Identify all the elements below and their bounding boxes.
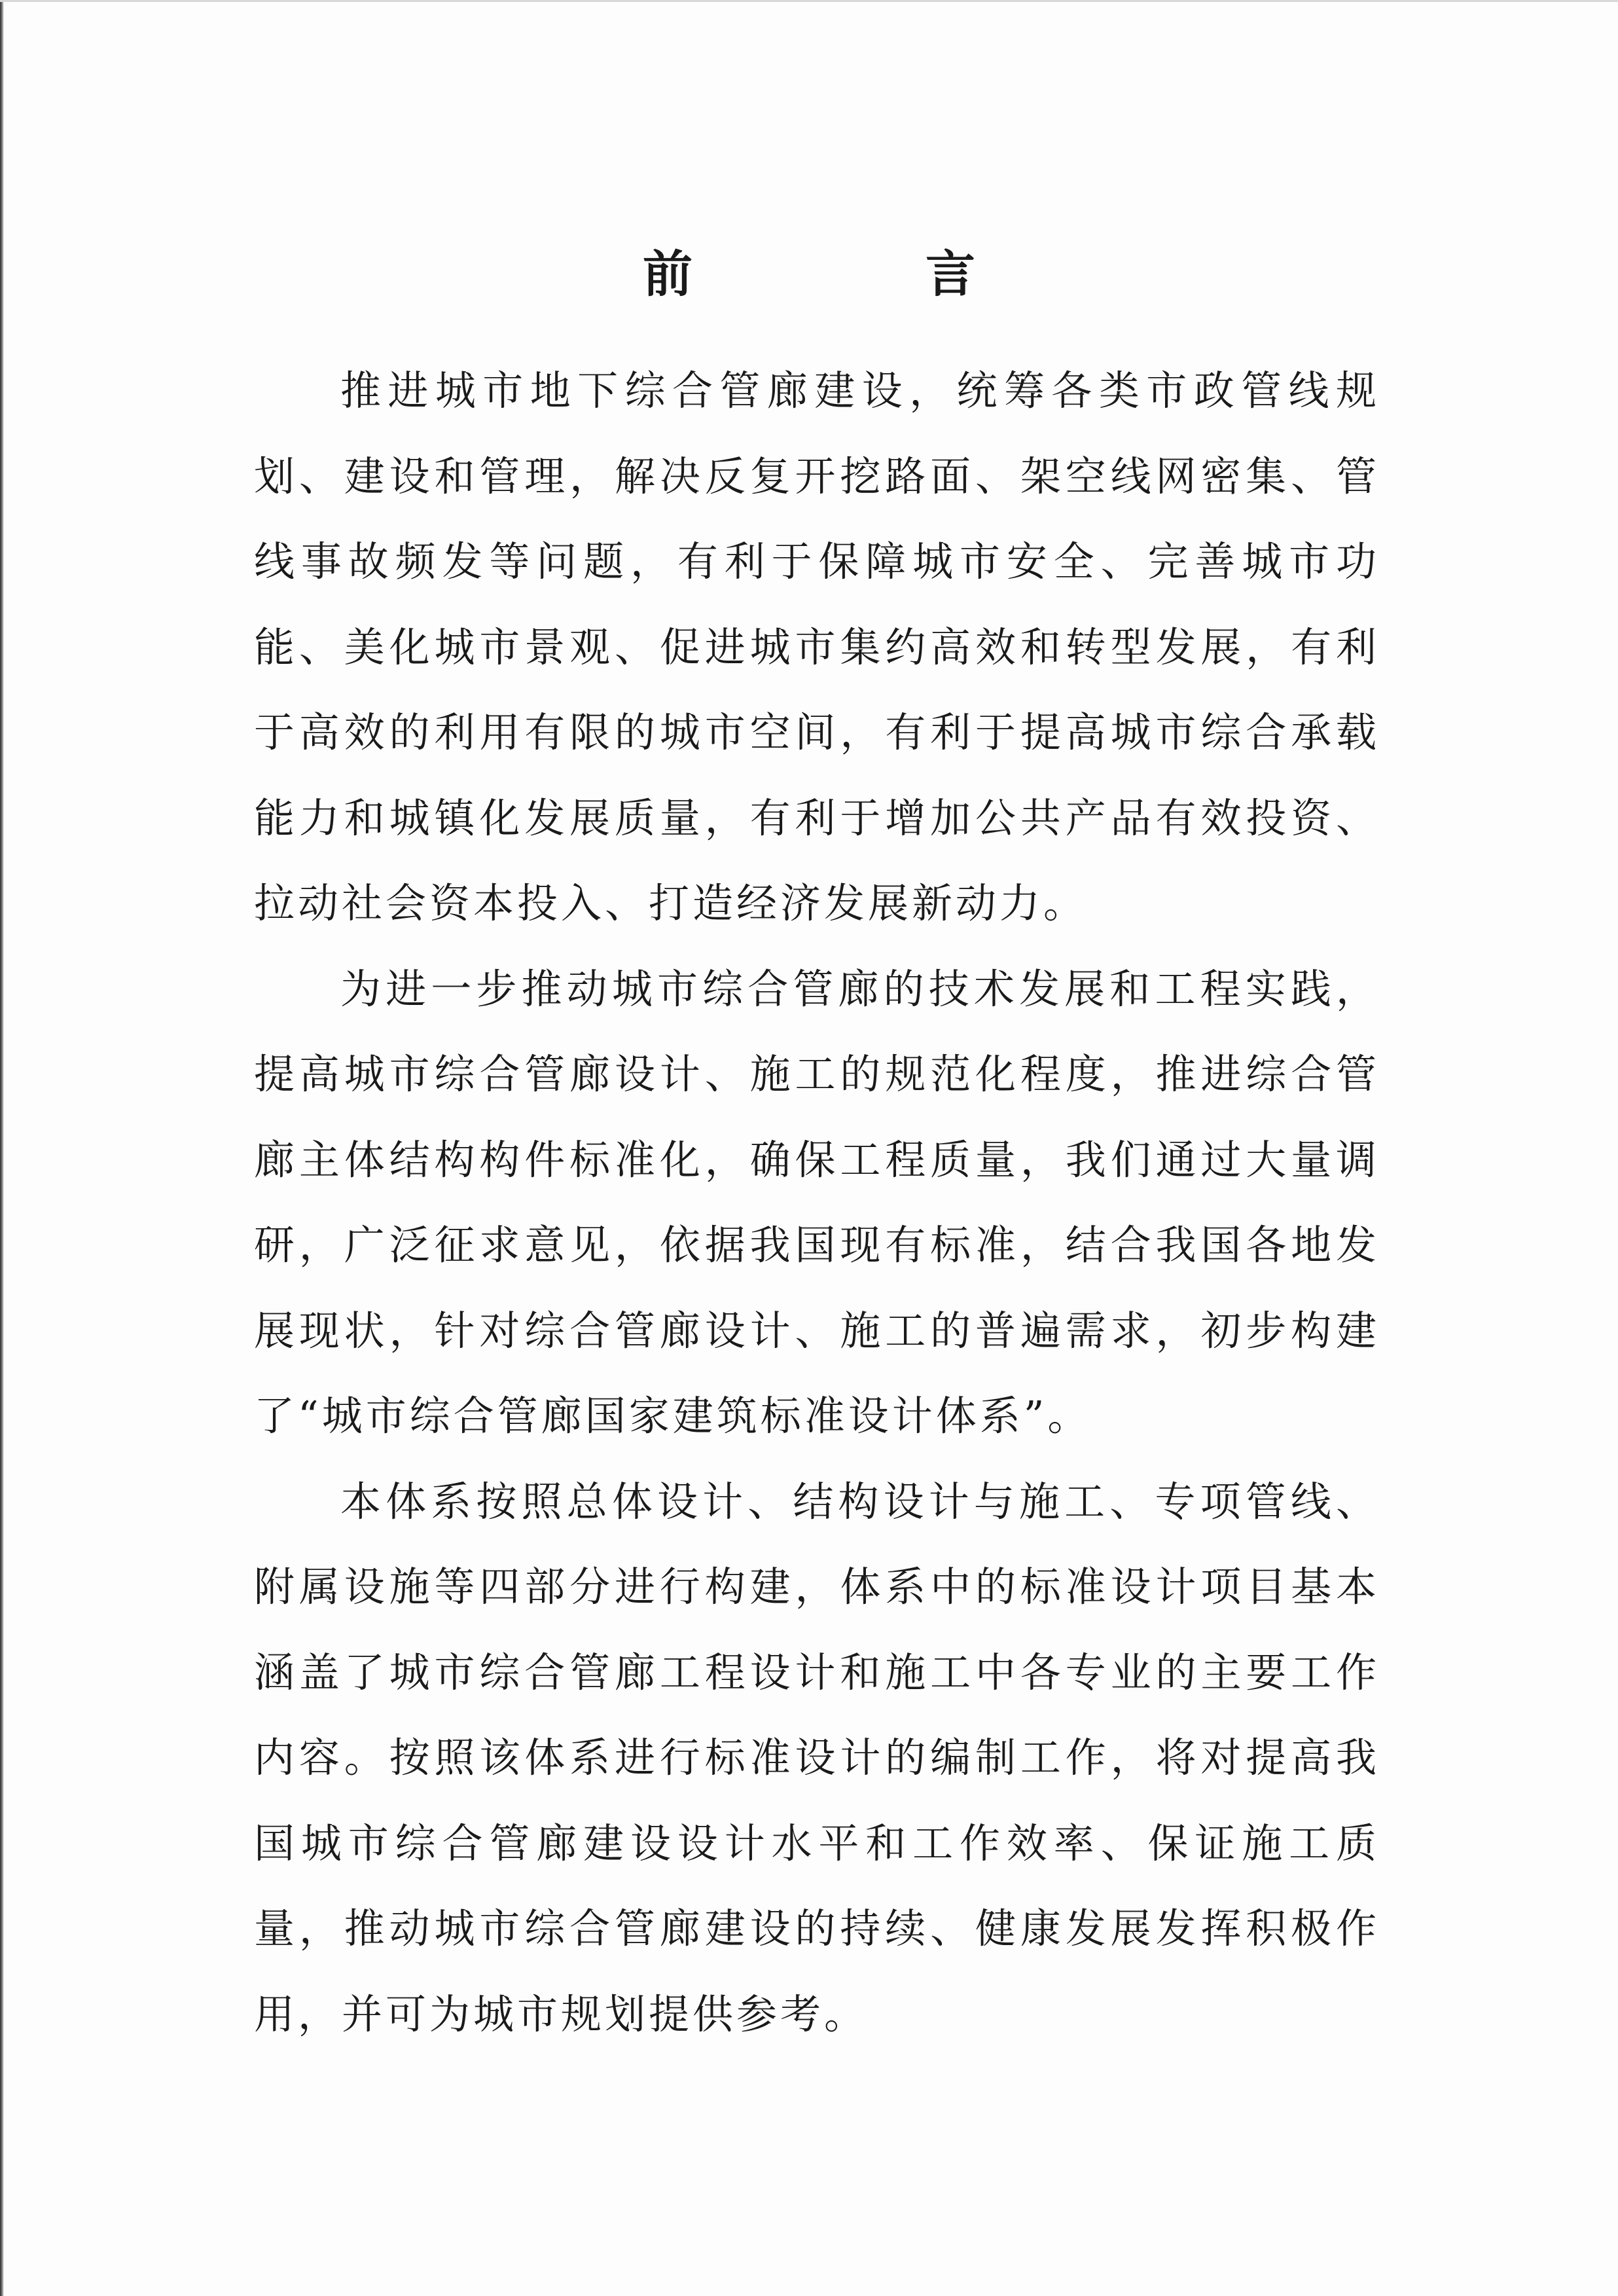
paragraph-3: 本体系按照总体设计、结构设计与施工、专项管线、附属设施等四部分进行构建，体系中的标准设计项目基本涵盖了城市综合管廊工程设计和施工中各专业的主要工作内容。按照该体系进行标准设计的编制工作，将对提高我国城市综合管廊建设设计水平和工作效率、保证施工质量，推动城市综合管廊建设的持续、健康发展发挥积极作用，并可为城市规划提供参考。: [254, 1477, 1380, 2038]
paragraph-1: 推进城市地下综合管廊建设，统筹各类市政管线规划、建设和管理，解决反复开挖路面、架空线网密集、管线事故频发等问题，有利于保障城市安全、完善城市功能、美化城市景观、促进城市集约高效和转型发展，有利于高效的利用有限的城市空间，有利于提高城市综合承载能力和城镇化发展质量，有利于增加公共产品有效投资、拉动社会资本投入、打造经济发展新动力。: [254, 367, 1380, 927]
paragraph-2: 为进一步推动城市综合管廊的技术发展和工程实践，提高城市综合管廊设计、施工的规范化程度，推进综合管廊主体结构构件标准化，确保工程质量，我们通过大量调研，广泛征求意见，依据我国现有标准，结合我国各地发展现状，针对综合管廊设计、施工的普遍需求，初步构建了“城市综合管廊国家建筑标准设计体系”。: [254, 964, 1380, 1440]
scan-edge-shadow: [0, 0, 4, 2296]
page-title: 前 言: [643, 244, 1067, 303]
body-text: [254, 348, 1380, 2057]
scan-edge-top: [0, 0, 1618, 2]
